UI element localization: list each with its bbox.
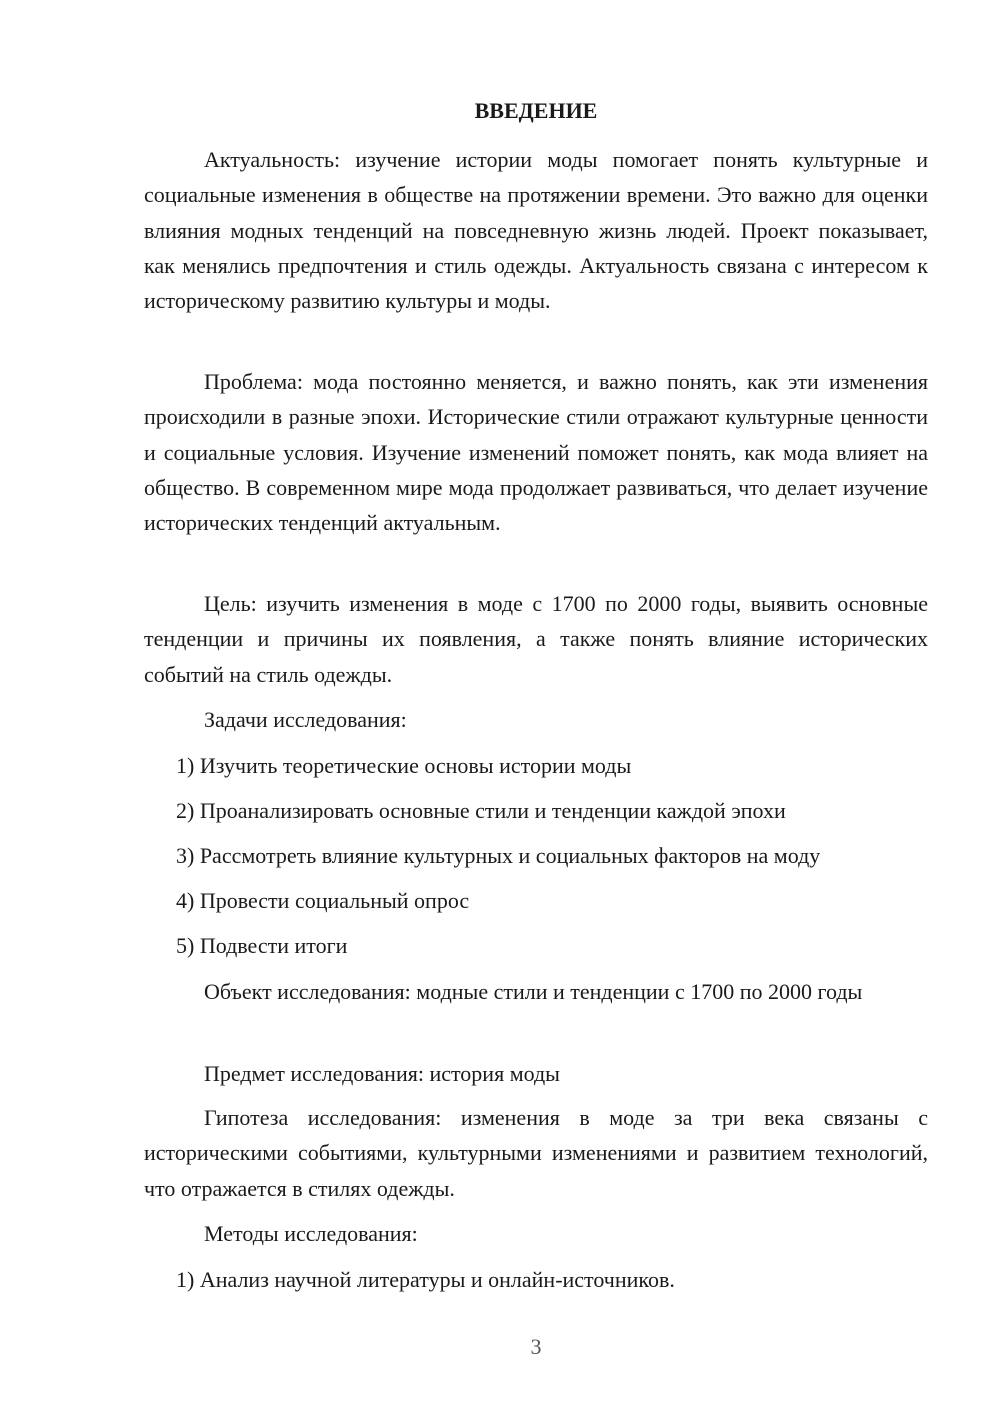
problem-paragraph: Проблема: мода постоянно меняется, и важно понять, как эти изменения происходили в разные эпохи. Исторические стили отражают культурные ценности и социальные условия. Изучение изменений поможет понять, как мода влияет на общество. В современном мире мода продолжает развиваться, что делает изучение исторических тенденций актуальным. bbox=[144, 369, 928, 536]
task-item: 5) Подвести итоги bbox=[176, 933, 348, 958]
task-item: 4) Провести социальный опрос bbox=[176, 888, 470, 913]
section-heading: ВВЕДЕНИЕ bbox=[474, 98, 598, 123]
object-paragraph: Объект исследования: модные стили и тенденции с 1700 по 2000 годы bbox=[204, 979, 863, 1004]
hypothesis-paragraph: Гипотеза исследования: изменения в моде за три века связаны с историческими событиями, культурными изменениями и развитием технологий, что отражается в стилях одежды. bbox=[144, 1105, 928, 1201]
subject-paragraph: Предмет исследования: история моды bbox=[204, 1061, 560, 1086]
task-item: 1) Изучить теоретические основы истории моды bbox=[176, 753, 632, 778]
methods-title: Методы исследования: bbox=[204, 1221, 418, 1246]
goal-paragraph: Цель: изучить изменения в моде с 1700 по 2000 годы, выявить основные тенденции и причины их появления, а также понять влияние исторических событий на стиль одежды. bbox=[144, 591, 928, 687]
tasks-title: Задачи исследования: bbox=[204, 707, 407, 732]
page-number: 3 bbox=[530, 1334, 542, 1359]
method-item: 1) Анализ научной литературы и онлайн-источников. bbox=[176, 1267, 675, 1292]
task-item: 3) Рассмотреть влияние культурных и социальных факторов на моду bbox=[176, 843, 821, 868]
relevance-paragraph: Актуальность: изучение истории моды помогает понять культурные и социальные изменения в обществе на протяжении времени. Это важно для оценки влияния модных тенденций на повседневную жизнь людей. Проект показывает, как менялись предпочтения и стиль одежды. Актуальность связана с интересом к историческому развитию культуры и моды. bbox=[144, 147, 928, 314]
task-item: 2) Проанализировать основные стили и тенденции каждой эпохи bbox=[176, 798, 786, 823]
